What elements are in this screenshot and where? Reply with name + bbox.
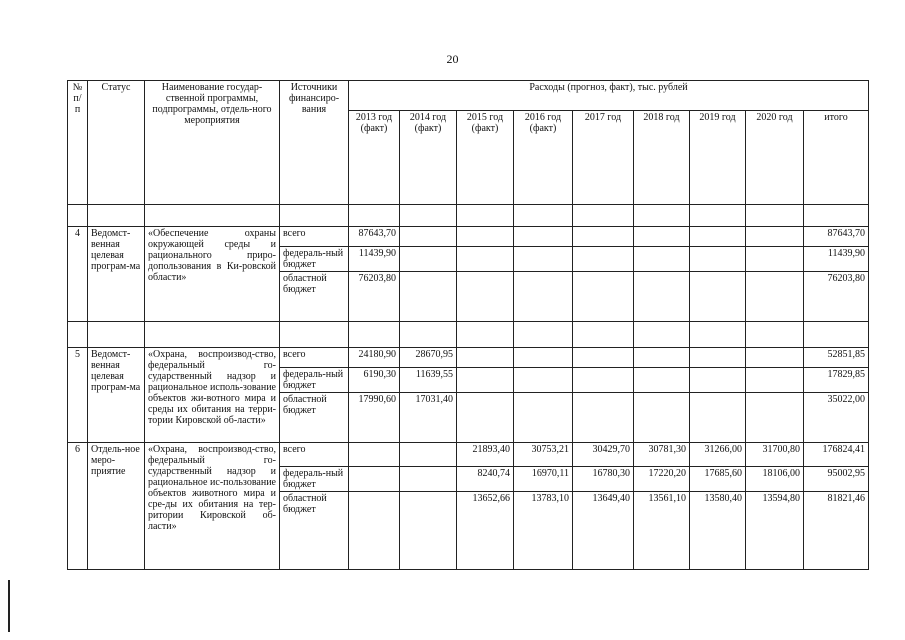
value-cell: 17220,20 bbox=[634, 467, 690, 492]
empty-cell bbox=[514, 205, 573, 227]
table-row bbox=[68, 443, 869, 467]
empty-cell bbox=[690, 322, 746, 348]
value-cell bbox=[746, 227, 804, 247]
empty-cell bbox=[634, 205, 690, 227]
source-label: федераль-ный бюджет bbox=[280, 368, 349, 393]
empty-cell bbox=[746, 322, 804, 348]
empty-cell bbox=[400, 322, 457, 348]
source-label: федераль-ный бюджет bbox=[280, 467, 349, 492]
row-name: «Охрана, воспроизвод-ство, федеральный го-сударственный надзор и рациональное ис-пользование объектов животного мира и сре-ды их обитания на тер-ритории Кировской об-ласти» bbox=[145, 443, 280, 570]
value-cell: 16970,11 bbox=[514, 467, 573, 492]
header-source: Источники финансиро-вания bbox=[280, 81, 349, 205]
value-cell: 18106,00 bbox=[746, 467, 804, 492]
header-row bbox=[68, 81, 869, 111]
value-cell: 13783,10 bbox=[514, 492, 573, 570]
source-label: всего bbox=[280, 443, 349, 467]
header-expenses: Расходы (прогноз, факт), тыс. рублей bbox=[349, 81, 869, 111]
value-cell: 11439,90 bbox=[804, 247, 869, 272]
empty-cell bbox=[804, 322, 869, 348]
header-year: 2018 год bbox=[634, 111, 690, 205]
value-cell bbox=[634, 368, 690, 393]
value-cell bbox=[746, 247, 804, 272]
header-year: 2019 год bbox=[690, 111, 746, 205]
row-number: 6 bbox=[68, 443, 88, 570]
empty-cell bbox=[457, 322, 514, 348]
empty-cell bbox=[690, 205, 746, 227]
row-name: «Обеспечение охраны окружающей среды и рационального приро-допользования в Ки-ровской области» bbox=[145, 227, 280, 322]
source-label: всего bbox=[280, 348, 349, 368]
empty-cell bbox=[88, 322, 145, 348]
spacer-row bbox=[68, 322, 869, 348]
value-cell: 28670,95 bbox=[400, 348, 457, 368]
empty-cell bbox=[514, 322, 573, 348]
value-cell bbox=[634, 247, 690, 272]
empty-cell bbox=[400, 205, 457, 227]
spacer-row bbox=[68, 205, 869, 227]
margin-mark bbox=[8, 580, 10, 632]
row-number: 4 bbox=[68, 227, 88, 322]
empty-cell bbox=[804, 205, 869, 227]
value-cell bbox=[746, 348, 804, 368]
value-cell bbox=[400, 247, 457, 272]
source-label: областной бюджет bbox=[280, 272, 349, 322]
value-cell bbox=[514, 368, 573, 393]
table-row bbox=[68, 348, 869, 368]
empty-cell bbox=[746, 205, 804, 227]
value-cell bbox=[349, 443, 400, 467]
header-name: Наименование государ-ственной программы, подпрограммы, отдель-ного мероприятия bbox=[145, 81, 280, 205]
value-cell bbox=[349, 467, 400, 492]
empty-cell bbox=[280, 205, 349, 227]
header-year: 2016 год (факт) bbox=[514, 111, 573, 205]
financing-table bbox=[67, 80, 869, 570]
row-status: Ведомст-венная целевая програм-ма bbox=[88, 227, 145, 322]
value-cell: 6190,30 bbox=[349, 368, 400, 393]
value-cell bbox=[746, 393, 804, 443]
empty-cell bbox=[280, 322, 349, 348]
value-cell: 13580,40 bbox=[690, 492, 746, 570]
header-no: № п/п bbox=[68, 81, 88, 205]
value-cell bbox=[634, 227, 690, 247]
value-cell: 176824,41 bbox=[804, 443, 869, 467]
header-year: итого bbox=[804, 111, 869, 205]
value-cell: 30781,30 bbox=[634, 443, 690, 467]
value-cell bbox=[634, 393, 690, 443]
header-year: 2013 год (факт) bbox=[349, 111, 400, 205]
empty-cell bbox=[457, 205, 514, 227]
source-label: областной бюджет bbox=[280, 492, 349, 570]
value-cell bbox=[400, 443, 457, 467]
value-cell: 35022,00 bbox=[804, 393, 869, 443]
value-cell bbox=[573, 393, 634, 443]
value-cell bbox=[573, 227, 634, 247]
value-cell bbox=[514, 247, 573, 272]
value-cell bbox=[573, 348, 634, 368]
value-cell: 16780,30 bbox=[573, 467, 634, 492]
source-label: федераль-ный бюджет bbox=[280, 247, 349, 272]
value-cell: 76203,80 bbox=[349, 272, 400, 322]
value-cell: 87643,70 bbox=[349, 227, 400, 247]
empty-cell bbox=[68, 322, 88, 348]
empty-cell bbox=[349, 322, 400, 348]
value-cell: 52851,85 bbox=[804, 348, 869, 368]
empty-cell bbox=[349, 205, 400, 227]
value-cell bbox=[690, 227, 746, 247]
value-cell bbox=[457, 368, 514, 393]
value-cell: 30429,70 bbox=[573, 443, 634, 467]
value-cell bbox=[690, 368, 746, 393]
value-cell: 13649,40 bbox=[573, 492, 634, 570]
value-cell: 17829,85 bbox=[804, 368, 869, 393]
row-status: Ведомст-венная целевая програм-ма bbox=[88, 348, 145, 443]
value-cell bbox=[400, 467, 457, 492]
value-cell: 30753,21 bbox=[514, 443, 573, 467]
value-cell: 8240,74 bbox=[457, 467, 514, 492]
value-cell bbox=[400, 272, 457, 322]
empty-cell bbox=[68, 205, 88, 227]
value-cell: 21893,40 bbox=[457, 443, 514, 467]
table-row bbox=[68, 227, 869, 247]
value-cell bbox=[457, 227, 514, 247]
value-cell: 17685,60 bbox=[690, 467, 746, 492]
value-cell: 76203,80 bbox=[804, 272, 869, 322]
value-cell bbox=[573, 368, 634, 393]
empty-cell bbox=[145, 322, 280, 348]
row-status: Отдель-ное меро-приятие bbox=[88, 443, 145, 570]
value-cell bbox=[690, 348, 746, 368]
header-year: 2017 год bbox=[573, 111, 634, 205]
value-cell bbox=[634, 348, 690, 368]
value-cell bbox=[634, 272, 690, 322]
empty-cell bbox=[145, 205, 280, 227]
value-cell bbox=[746, 272, 804, 322]
value-cell: 13561,10 bbox=[634, 492, 690, 570]
row-name: «Охрана, воспроизвод-ство, федеральный го-сударственный надзор и рациональное исполь-зование объектов жи-вотного мира и среды их обитания на терри-тории Кировской об-ласти» bbox=[145, 348, 280, 443]
value-cell bbox=[400, 492, 457, 570]
row-number: 5 bbox=[68, 348, 88, 443]
value-cell: 87643,70 bbox=[804, 227, 869, 247]
header-year: 2020 год bbox=[746, 111, 804, 205]
page-number: 20 bbox=[446, 52, 459, 66]
value-cell: 17031,40 bbox=[400, 393, 457, 443]
empty-cell bbox=[634, 322, 690, 348]
value-cell bbox=[573, 247, 634, 272]
value-cell bbox=[400, 227, 457, 247]
header-year: 2015 год (факт) bbox=[457, 111, 514, 205]
value-cell bbox=[514, 272, 573, 322]
value-cell bbox=[457, 247, 514, 272]
value-cell bbox=[690, 272, 746, 322]
source-label: всего bbox=[280, 227, 349, 247]
value-cell: 13652,66 bbox=[457, 492, 514, 570]
value-cell bbox=[514, 348, 573, 368]
empty-cell bbox=[573, 322, 634, 348]
empty-cell bbox=[573, 205, 634, 227]
value-cell: 95002,95 bbox=[804, 467, 869, 492]
value-cell: 31700,80 bbox=[746, 443, 804, 467]
value-cell: 17990,60 bbox=[349, 393, 400, 443]
value-cell: 31266,00 bbox=[690, 443, 746, 467]
value-cell: 11639,55 bbox=[400, 368, 457, 393]
value-cell bbox=[746, 368, 804, 393]
value-cell bbox=[457, 393, 514, 443]
value-cell bbox=[514, 393, 573, 443]
value-cell bbox=[514, 227, 573, 247]
source-label: областной бюджет bbox=[280, 393, 349, 443]
header-status: Статус bbox=[88, 81, 145, 205]
value-cell: 24180,90 bbox=[349, 348, 400, 368]
value-cell bbox=[349, 492, 400, 570]
value-cell bbox=[573, 272, 634, 322]
header-year: 2014 год (факт) bbox=[400, 111, 457, 205]
value-cell: 11439,90 bbox=[349, 247, 400, 272]
empty-cell bbox=[88, 205, 145, 227]
value-cell bbox=[690, 393, 746, 443]
value-cell bbox=[457, 272, 514, 322]
value-cell bbox=[457, 348, 514, 368]
value-cell bbox=[690, 247, 746, 272]
value-cell: 13594,80 bbox=[746, 492, 804, 570]
value-cell: 81821,46 bbox=[804, 492, 869, 570]
